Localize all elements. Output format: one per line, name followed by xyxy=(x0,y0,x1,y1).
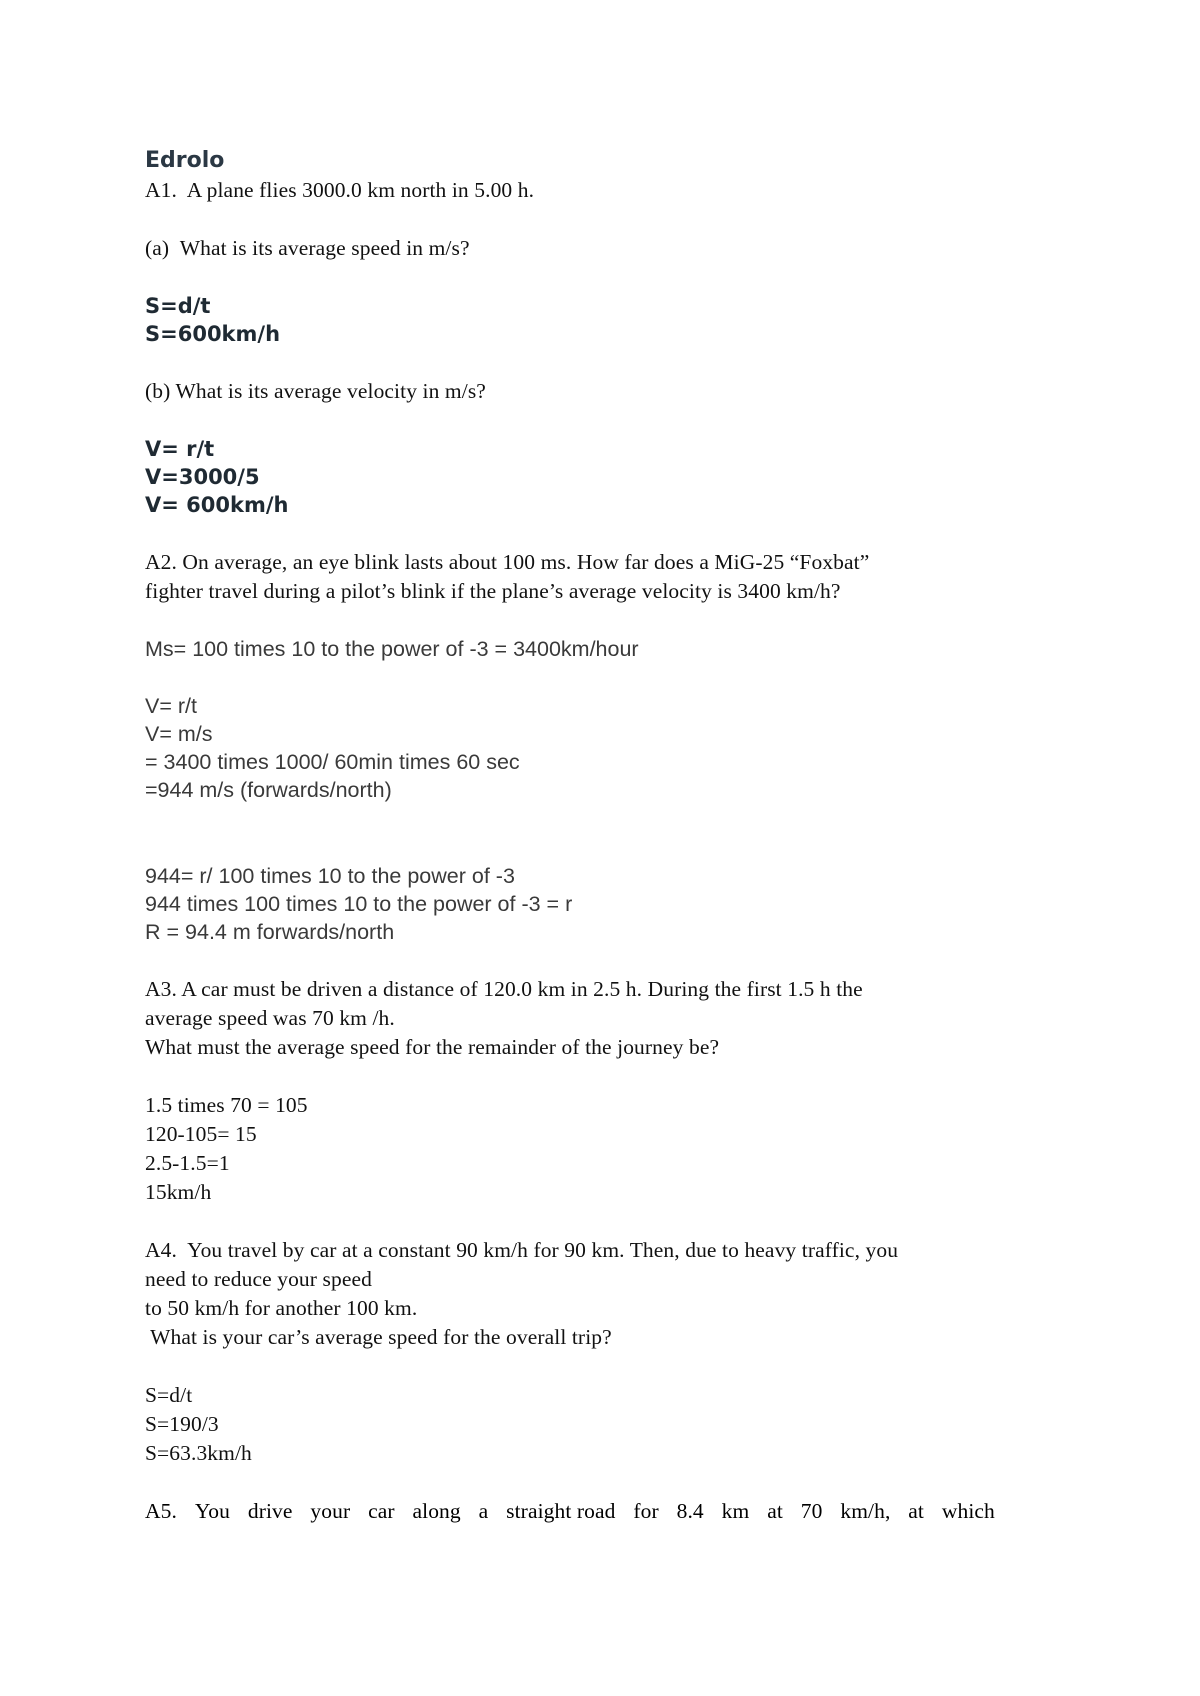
a3-work-line: 120-105= 15 xyxy=(145,1122,257,1146)
a5-word: 8.4 xyxy=(676,1499,704,1523)
a2-question-line: A2. On average, an eye blink lasts about 100 ms. How far does a MiG-25 “Foxbat” xyxy=(145,550,870,574)
a1-answer-b-line: V=3000/5 xyxy=(145,465,260,489)
a4-question-line: need to reduce your speed xyxy=(145,1267,372,1291)
a5-word: km/h, xyxy=(840,1499,891,1523)
a5-word: your xyxy=(310,1499,351,1523)
a2-work-line: 944 times 100 times 10 to the power of -3 = r xyxy=(145,892,573,916)
a5-word: 70 xyxy=(800,1499,823,1523)
a2-work-line: = 3400 times 1000/ 60min times 60 sec xyxy=(145,750,520,774)
a5-word: drive xyxy=(247,1499,293,1523)
a2-work-line: V= r/t xyxy=(145,694,197,718)
a4-work-line: S=190/3 xyxy=(145,1412,219,1436)
document-title: Edrolo xyxy=(145,148,225,173)
a2-work-line: Ms= 100 times 10 to the power of -3 = 3400km/hour xyxy=(145,637,639,661)
a3-question-line: average speed was 70 km /h. xyxy=(145,1006,395,1030)
a3-question-line: A3. A car must be driven a distance of 120.0 km in 2.5 h. During the first 1.5 h the xyxy=(145,977,863,1001)
a1-part-b: (b) What is its average velocity in m/s? xyxy=(145,379,486,403)
a5-word: a xyxy=(478,1499,489,1523)
a5-word: for xyxy=(633,1499,659,1523)
a5-word: at xyxy=(908,1499,924,1523)
a1-answer-a-line: S=600km/h xyxy=(145,322,281,346)
a2-question-line: fighter travel during a pilot’s blink if the plane’s average velocity is 3400 km/h? xyxy=(145,579,841,603)
a1-answer-b-line: V= r/t xyxy=(145,437,215,461)
a2-work-line: V= m/s xyxy=(145,722,213,746)
a4-question-line: What is your car’s average speed for the overall trip? xyxy=(145,1325,612,1349)
a5-word: straight road xyxy=(506,1499,616,1523)
a5-word: You xyxy=(194,1499,230,1523)
a3-work-line: 15km/h xyxy=(145,1180,212,1204)
a1-part-a: (a) What is its average speed in m/s? xyxy=(145,236,470,260)
a4-question-line: A4. You travel by car at a constant 90 km/h for 90 km. Then, due to heavy traffic, you xyxy=(145,1238,899,1262)
a3-work-line: 1.5 times 70 = 105 xyxy=(145,1093,308,1117)
a2-work-line: =944 m/s (forwards/north) xyxy=(145,778,392,802)
a4-work-line: S=63.3km/h xyxy=(145,1441,252,1465)
a2-work-line: R = 94.4 m forwards/north xyxy=(145,920,395,944)
a4-question-line: to 50 km/h for another 100 km. xyxy=(145,1296,418,1320)
a1-answer-b-line: V= 600km/h xyxy=(145,493,289,517)
a5-question-line xyxy=(145,1497,995,1526)
a4-work-line: S=d/t xyxy=(145,1383,193,1407)
a1-question: A1. A plane flies 3000.0 km north in 5.00 h. xyxy=(145,178,535,202)
a1-answer-a-line: S=d/t xyxy=(145,294,211,318)
a3-question-line: What must the average speed for the remainder of the journey be? xyxy=(145,1035,720,1059)
a5-word: A5. xyxy=(145,1499,177,1523)
a2-work-line: 944= r/ 100 times 10 to the power of -3 xyxy=(145,864,515,888)
document-body xyxy=(145,146,1065,1526)
a5-word: km xyxy=(721,1499,750,1523)
a5-word: at xyxy=(767,1499,783,1523)
a5-word: which xyxy=(941,1499,995,1523)
a5-word: along xyxy=(412,1499,461,1523)
a3-work-line: 2.5-1.5=1 xyxy=(145,1151,230,1175)
a5-word: car xyxy=(368,1499,395,1523)
